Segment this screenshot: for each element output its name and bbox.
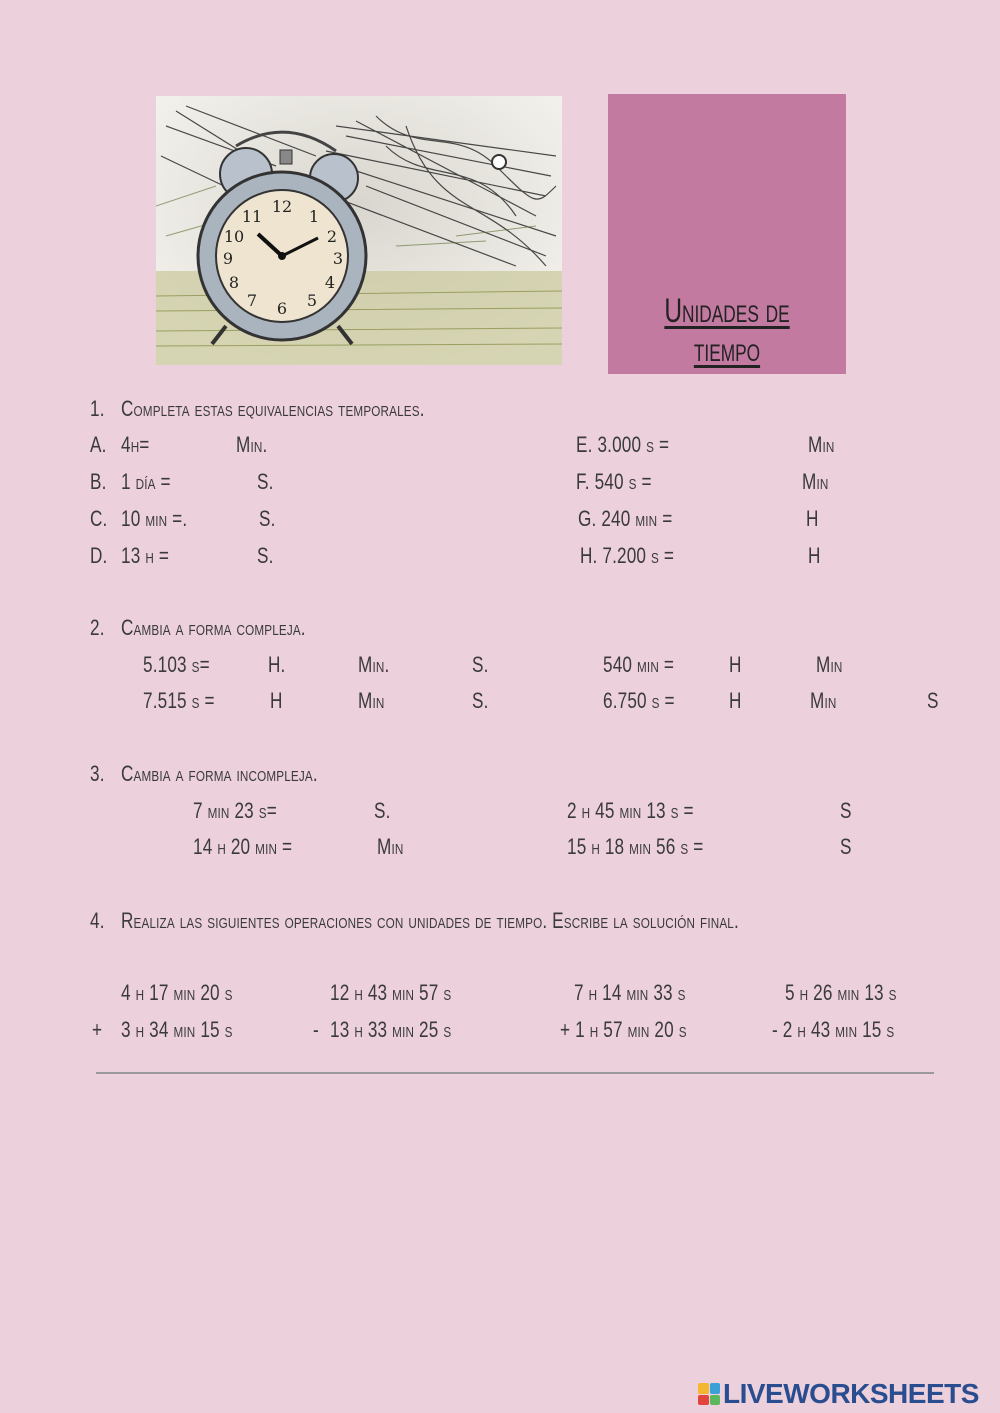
svg-text:1: 1 bbox=[308, 207, 320, 226]
s2-row2-expr-b: 6.750 s = bbox=[603, 688, 675, 713]
item-d-unit: S. bbox=[257, 543, 274, 568]
s2-row2-unit-h: H bbox=[270, 688, 283, 713]
item-a-label: A. bbox=[90, 432, 107, 457]
section-2-number: 2. bbox=[90, 615, 105, 640]
s3-row1-unit-b: S bbox=[840, 798, 852, 823]
svg-text:7: 7 bbox=[246, 291, 258, 310]
s3-row1-expr-a: 7 min 23 s= bbox=[193, 798, 277, 823]
op-1-sign: + bbox=[92, 1017, 103, 1042]
op-1-top: 4 h 17 min 20 s bbox=[121, 980, 233, 1005]
item-c-label: C. bbox=[90, 506, 108, 531]
op-4-bottom: - 2 h 43 min 15 s bbox=[772, 1017, 895, 1042]
svg-text:8: 8 bbox=[228, 273, 240, 292]
s2-row1-expr-a: 5.103 s= bbox=[143, 652, 210, 677]
op-4-top: 5 h 26 min 13 s bbox=[785, 980, 897, 1005]
svg-text:11: 11 bbox=[241, 207, 263, 226]
section-1-number: 1. bbox=[90, 396, 105, 421]
page-title: Unidades de tiempo bbox=[664, 292, 790, 369]
s2-row1-expr-b: 540 min = bbox=[603, 652, 675, 677]
item-g-expr: G. 240 min = bbox=[578, 506, 673, 531]
item-g-unit: H bbox=[806, 506, 819, 531]
svg-text:9: 9 bbox=[222, 249, 234, 268]
item-a-unit: Min. bbox=[236, 432, 268, 457]
item-h-unit: H bbox=[808, 543, 821, 568]
s3-row2-unit-a: Min bbox=[377, 834, 404, 859]
s3-row2-expr-b: 15 h 18 min 56 s = bbox=[567, 834, 704, 859]
svg-text:4: 4 bbox=[324, 273, 336, 292]
svg-text:3: 3 bbox=[332, 249, 344, 268]
s2-row2-expr-a: 7.515 s = bbox=[143, 688, 215, 713]
s2-row2-unit-min-b: Min bbox=[810, 688, 837, 713]
svg-text:10: 10 bbox=[223, 227, 245, 246]
item-b-unit: S. bbox=[257, 469, 274, 494]
divider-line bbox=[96, 1072, 934, 1074]
item-a-expr: 4h= bbox=[121, 432, 150, 457]
item-b-label: B. bbox=[90, 469, 107, 494]
section-4-heading: Realiza las siguientes operaciones con unidades de tiempo. Escribe la solución final. bbox=[121, 908, 739, 933]
s2-row1-unit-min: Min. bbox=[358, 652, 390, 677]
s3-row1-unit-a: S. bbox=[374, 798, 391, 823]
svg-text:6: 6 bbox=[276, 299, 288, 318]
item-c-unit: S. bbox=[259, 506, 276, 531]
s2-row2-unit-s: S. bbox=[472, 688, 489, 713]
s2-row2-unit-min: Min bbox=[358, 688, 385, 713]
section-4-number: 4. bbox=[90, 908, 105, 933]
liveworksheets-logo-icon bbox=[698, 1383, 720, 1405]
s2-row1-unit-h: H. bbox=[268, 652, 286, 677]
item-d-label: D. bbox=[90, 543, 108, 568]
s3-row1-expr-b: 2 h 45 min 13 s = bbox=[567, 798, 694, 823]
title-box bbox=[608, 94, 846, 374]
svg-text:12: 12 bbox=[271, 197, 293, 216]
svg-text:2: 2 bbox=[326, 227, 338, 246]
op-3-bottom: + 1 h 57 min 20 s bbox=[560, 1017, 687, 1042]
item-h-expr: H. 7.200 s = bbox=[580, 543, 675, 568]
item-c-expr: 10 min =. bbox=[121, 506, 188, 531]
section-1-heading: Completa estas equivalencias temporales. bbox=[121, 396, 425, 421]
op-2-top: 12 h 43 min 57 s bbox=[330, 980, 452, 1005]
s3-row2-unit-b: S bbox=[840, 834, 852, 859]
item-e-expr: E. 3.000 s = bbox=[576, 432, 670, 457]
alarm-clock-image bbox=[156, 96, 562, 365]
s2-row1-unit-s: S. bbox=[472, 652, 489, 677]
svg-text:5: 5 bbox=[306, 291, 318, 310]
section-2-heading: Cambia a forma compleja. bbox=[121, 615, 306, 640]
op-2-bottom: 13 h 33 min 25 s bbox=[330, 1017, 452, 1042]
item-b-expr: 1 día = bbox=[121, 469, 171, 494]
alarm-clock-icon bbox=[156, 96, 562, 365]
s2-row1-unit-h-b: H bbox=[729, 652, 742, 677]
item-e-unit: Min bbox=[808, 432, 835, 457]
s3-row2-expr-a: 14 h 20 min = bbox=[193, 834, 293, 859]
s2-row2-unit-h-b: H bbox=[729, 688, 742, 713]
section-3-heading: Cambia a forma incompleja. bbox=[121, 761, 318, 786]
s2-row2-unit-s-b: S bbox=[927, 688, 939, 713]
op-1-bottom: 3 h 34 min 15 s bbox=[121, 1017, 233, 1042]
section-3-number: 3. bbox=[90, 761, 105, 786]
liveworksheets-logo bbox=[698, 1377, 979, 1411]
op-2-sign: - bbox=[313, 1017, 319, 1042]
s2-row1-unit-min-b: Min bbox=[816, 652, 843, 677]
item-f-unit: Min bbox=[802, 469, 829, 494]
item-d-expr: 13 h = bbox=[121, 543, 170, 568]
op-3-top: 7 h 14 min 33 s bbox=[574, 980, 686, 1005]
item-f-expr: F. 540 s = bbox=[576, 469, 652, 494]
logo-text: LIVEWORKSHEETS bbox=[723, 1378, 979, 1409]
